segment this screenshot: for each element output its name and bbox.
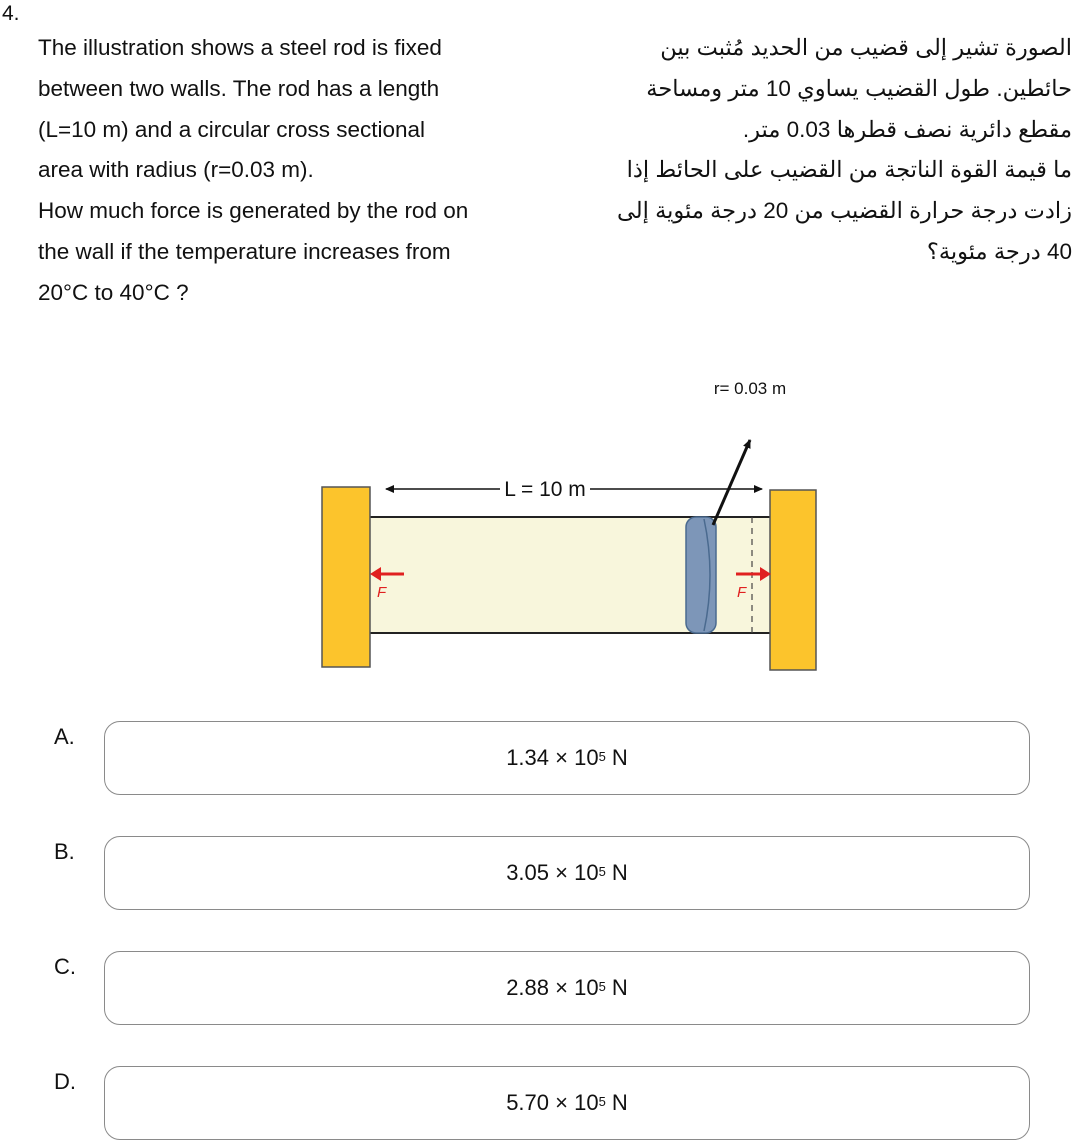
arabic-line: 40 درجة مئوية؟ (926, 238, 1072, 264)
option-c-unit: N (605, 975, 628, 1000)
option-d-exponent: 5 (598, 1093, 606, 1109)
radius-pointer-arrow (713, 440, 750, 525)
rod-diagram (300, 360, 840, 680)
cross-section-ring (686, 517, 716, 633)
english-line: area with radius (r=0.03 m). (38, 157, 314, 183)
option-b-letter: B. (54, 839, 75, 864)
option-a-mantissa: 1.34 × 10 (506, 745, 599, 770)
option-c-exponent: 5 (598, 978, 606, 994)
english-line: the wall if the temperature increases from (38, 238, 451, 264)
arabic-line: الصورة تشير إلى قضيب من الحديد مُثبت بين (660, 35, 1072, 60)
english-line: How much force is generated by the rod on (38, 198, 469, 224)
option-b-mantissa: 3.05 × 10 (506, 860, 599, 885)
arabic-line: مقطع دائرية نصف قطرها 0.03 متر. (742, 116, 1072, 142)
option-c-mantissa: 2.88 × 10 (506, 975, 599, 1000)
length-label: L = 10 m (504, 478, 586, 501)
question-text-english (38, 28, 548, 314)
option-c-button[interactable] (104, 951, 1030, 1025)
english-line: The illustration shows a steel rod is fixed (38, 35, 442, 60)
arabic-line: حائطين. طول القضيب يساوي 10 متر ومساحة (646, 75, 1072, 101)
english-line: 20°C to 40°C ? (38, 279, 189, 305)
english-line: (L=10 m) and a circular cross sectional (38, 116, 426, 142)
arabic-line: زادت درجة حرارة القضيب من 20 درجة مئوية إلى (616, 198, 1072, 224)
question-number: 4. (2, 2, 20, 25)
option-c-letter: C. (54, 954, 76, 979)
option-d-letter: D. (54, 1069, 76, 1094)
option-d-unit: N (605, 1090, 628, 1115)
left-force-label: F (377, 584, 387, 601)
question-text-arabic (570, 28, 1072, 273)
radius-label: r= 0.03 m (713, 379, 787, 398)
option-a-button[interactable] (104, 721, 1030, 795)
option-b-unit: N (605, 860, 628, 885)
option-a-letter: A. (54, 724, 75, 749)
option-a-exponent: 5 (598, 748, 606, 764)
arabic-line: ما قيمة القوة الناتجة من القضيب على الحائط إذا (626, 157, 1072, 183)
right-wall (770, 490, 816, 670)
english-line: between two walls. The rod has a length (38, 75, 440, 101)
option-d-button[interactable] (104, 1066, 1030, 1140)
option-d-mantissa: 5.70 × 10 (506, 1090, 599, 1115)
left-wall (322, 487, 370, 667)
option-a-unit: N (605, 745, 628, 770)
option-b-button[interactable] (104, 836, 1030, 910)
option-b-exponent: 5 (598, 863, 606, 879)
right-force-label: F (737, 584, 747, 601)
